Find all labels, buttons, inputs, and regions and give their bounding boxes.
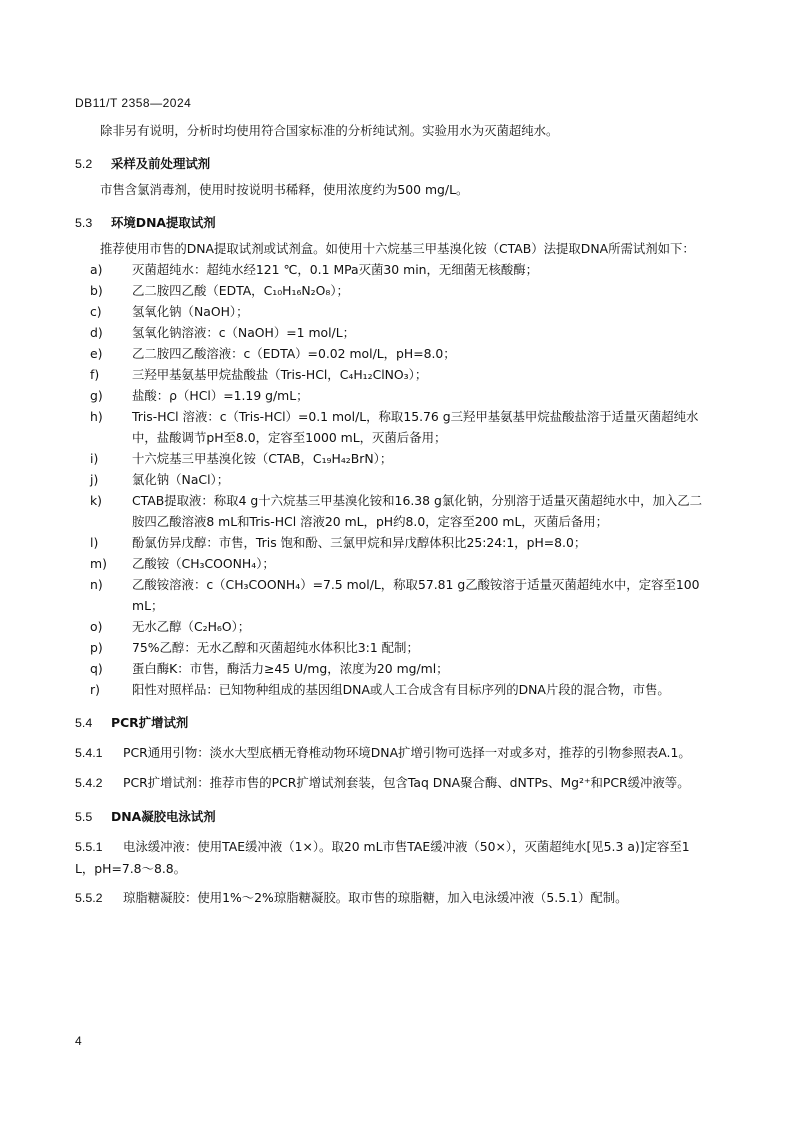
list-item-text: 乙二胺四乙酸溶液：c（EDTA）=0.02 mol/L，pH=8.0； (132, 346, 456, 361)
list-item-text: 氯化钠（NaCl）； (132, 472, 230, 487)
clause-number: 5.5.2 (75, 891, 103, 905)
section-number: 5.2 (75, 157, 93, 171)
list-item (90, 385, 705, 406)
list-item-text: 乙酸铵（CH₃COONH₄）； (132, 556, 275, 571)
list-item-label: d) (90, 325, 103, 340)
section-5-2-heading (75, 153, 705, 175)
list-item-text: 三羟甲基氨基甲烷盐酸盐（Tris-HCl，C₄H₁₂ClNO₃）； (132, 367, 428, 382)
section-title: PCR扩增试剂 (111, 715, 189, 730)
section-title: 环境DNA提取试剂 (111, 215, 216, 230)
list-item-text: 阳性对照样品：已知物种组成的基因组DNA或人工合成含有目标序列的DNA片段的混合物，市售。 (132, 682, 670, 697)
list-item-label: f) (90, 367, 100, 382)
list-item-label: q) (90, 661, 103, 676)
list-item-text: 无水乙醇（C₂H₆O）； (132, 619, 251, 634)
section-5-4-heading (75, 712, 705, 734)
clause-5-4-2 (75, 772, 705, 794)
list-item-text: 乙二胺四乙酸（EDTA，C₁₀H₁₆N₂O₈）； (132, 283, 349, 298)
list-item (90, 658, 705, 679)
clause-text: PCR通用引物：淡水大型底栖无脊椎动物环境DNA扩增引物可选择一对或多对，推荐的引物参照表A.1。 (123, 745, 691, 760)
list-item (90, 322, 705, 343)
document-body (75, 120, 705, 911)
list-item-label: b) (90, 283, 103, 298)
clause-text: 琼脂糖凝胶：使用1%～2%琼脂糖凝胶。取市售的琼脂糖，加入电泳缓冲液（5.5.1）配制。 (123, 890, 628, 905)
list-item-label: l) (90, 535, 99, 550)
section-number: 5.4 (75, 716, 93, 730)
list-item-text: 蛋白酶K：市售，酶活力≥45 U/mg，浓度为20 mg/ml； (132, 661, 449, 676)
list-item-text: 氢氧化钠（NaOH）； (132, 304, 249, 319)
page-number: 4 (75, 1034, 82, 1048)
section-number: 5.5 (75, 810, 93, 824)
clause-5-5-1 (75, 836, 705, 879)
list-item-text: 乙酸铵溶液：c（CH₃COONH₄）=7.5 mol/L，称取57.81 g乙酸铵溶于适量灭菌超纯水中，定容至100 mL； (132, 577, 700, 613)
section-5-3-heading (75, 212, 705, 234)
list-item-label: n) (90, 577, 103, 592)
list-item-text: 盐酸：ρ（HCl）=1.19 g/mL； (132, 388, 309, 403)
section-number: 5.3 (75, 216, 93, 230)
list-item-label: r) (90, 682, 100, 697)
list-item-text: Tris-HCl 溶液：c（Tris-HCl）=0.1 mol/L，称取15.76 g三羟甲基氨基甲烷盐酸盐溶于适量灭菌超纯水中，盐酸调节pH至8.0，定容至1000 mL，灭菌后备用； (132, 409, 699, 445)
list-item (90, 301, 705, 322)
list-item-label: h) (90, 409, 103, 424)
list-item-text: 灭菌超纯水：超纯水经121 ℃，0.1 MPa灭菌30 min，无细菌无核酸酶； (132, 262, 539, 277)
list-item (90, 532, 705, 553)
list-item-text: 75%乙醇：无水乙醇和灭菌超纯水体积比3:1 配制； (132, 640, 419, 655)
reagent-list (75, 259, 705, 700)
list-item (90, 364, 705, 385)
clause-number: 5.4.2 (75, 776, 103, 790)
list-item (90, 637, 705, 658)
list-item (90, 280, 705, 301)
list-item-label: g) (90, 388, 103, 403)
section-5-2-text: 市售含氯消毒剂，使用时按说明书稀释，使用浓度约为500 mg/L。 (100, 182, 469, 197)
list-item (90, 574, 705, 616)
list-item (90, 406, 705, 448)
list-item (90, 469, 705, 490)
clause-text: PCR扩增试剂：推荐市售的PCR扩增试剂套装，包含Taq DNA聚合酶、dNTPs、Mg²⁺和PCR缓冲液等。 (123, 775, 690, 790)
section-5-5-heading (75, 806, 705, 828)
clause-text: 电泳缓冲液：使用TAE缓冲液（1×）。取20 mL市售TAE缓冲液（50×），灭菌超纯水[见5.3 a)]定容至1 L，pH=7.8～8.8。 (75, 839, 690, 876)
doc-code-header: DB11/T 2358—2024 (75, 96, 192, 110)
list-item-label: k) (90, 493, 103, 508)
list-item (90, 616, 705, 637)
list-item (90, 259, 705, 280)
list-item (90, 448, 705, 469)
list-item-label: c) (90, 304, 102, 319)
list-item-label: p) (90, 640, 103, 655)
list-item-text: 酚氯仿异戊醇：市售，Tris 饱和酚、三氯甲烷和异戊醇体积比25:24:1，pH=8.0； (132, 535, 587, 550)
clause-number: 5.5.1 (75, 840, 103, 854)
section-5-3-text: 推荐使用市售的DNA提取试剂或试剂盒。如使用十六烷基三甲基溴化铵（CTAB）法提取DNA所需试剂如下： (100, 241, 695, 256)
clause-number: 5.4.1 (75, 746, 103, 760)
list-item (90, 679, 705, 700)
section-title: DNA凝胶电泳试剂 (111, 809, 216, 824)
list-item-label: i) (90, 451, 99, 466)
section-title: 采样及前处理试剂 (111, 156, 211, 171)
list-item (90, 343, 705, 364)
list-item-label: e) (90, 346, 103, 361)
list-item (90, 553, 705, 574)
list-item-text: CTAB提取液：称取4 g十六烷基三甲基溴化铵和16.38 g氯化钠，分别溶于适量灭菌超纯水中，加入乙二胺四乙酸溶液8 mL和Tris-HCl 溶液20 mL，pH约8.0，定容至200 mL，灭菌后备用； (132, 493, 703, 529)
list-item-text: 氢氧化钠溶液：c（NaOH）=1 mol/L； (132, 325, 356, 340)
list-item-label: o) (90, 619, 103, 634)
list-item-label: a) (90, 262, 103, 277)
clause-5-5-2 (75, 887, 705, 909)
list-item (90, 490, 705, 532)
intro-paragraph: 除非另有说明，分析时均使用符合国家标准的分析纯试剂。实验用水为灭菌超纯水。 (100, 123, 559, 138)
list-item-label: m) (90, 556, 107, 571)
clause-5-4-1 (75, 742, 705, 764)
list-item-text: 十六烷基三甲基溴化铵（CTAB，C₁₉H₄₂BrN）； (132, 451, 393, 466)
list-item-label: j) (90, 472, 99, 487)
